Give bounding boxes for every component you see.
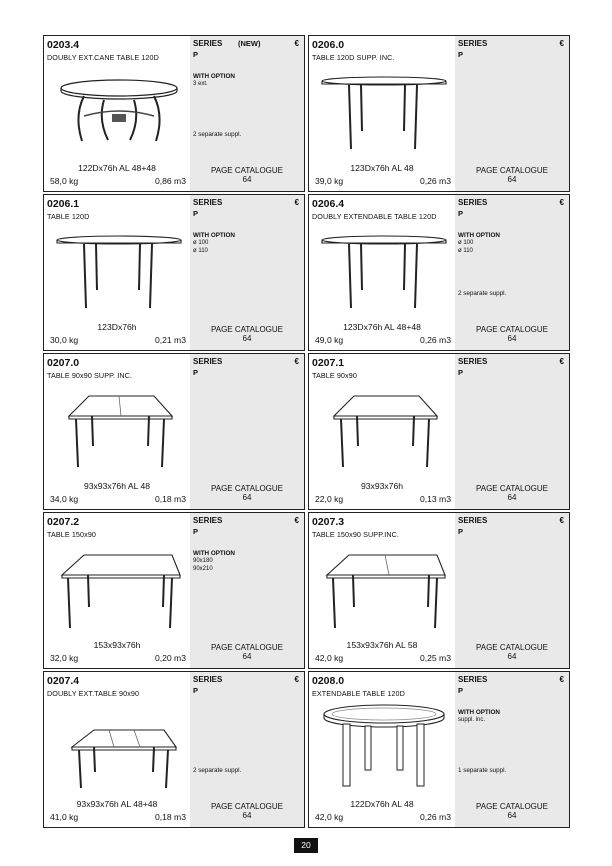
euro-icon: €: [294, 675, 299, 684]
product-code: 0207.4: [47, 675, 80, 687]
euro-icon: €: [559, 198, 564, 207]
product-details: [190, 672, 304, 827]
page-catalogue: [190, 802, 304, 820]
series-value: P: [193, 50, 199, 59]
product-weight: 41,0 kg: [50, 812, 79, 822]
series-value: P: [458, 368, 464, 377]
page-catalogue: [455, 802, 569, 820]
option-value: ø 110: [458, 248, 473, 254]
square-table-icon: [54, 702, 184, 797]
euro-icon: €: [294, 516, 299, 525]
product-volume: 0,26 m3: [419, 176, 451, 186]
series-value: P: [193, 368, 199, 377]
page-catalogue: [455, 643, 569, 661]
page-catalogue-number: 64: [242, 652, 252, 661]
product-details: [455, 195, 569, 350]
series-value: P: [458, 686, 464, 695]
product-code: 0207.1: [312, 357, 345, 369]
round-table-icon: [54, 225, 184, 320]
page-catalogue: [455, 484, 569, 502]
page-catalogue: [190, 325, 304, 343]
product-dimensions: 123Dx76h: [97, 322, 137, 332]
page-catalogue-label: PAGE CATALOGUE: [475, 643, 548, 652]
option-title: WITH OPTION: [193, 232, 235, 239]
series-label: SERIES: [458, 516, 488, 525]
series-value: P: [458, 50, 464, 59]
option-title: WITH OPTION: [458, 232, 500, 239]
product-weight: 39,0 kg: [315, 176, 344, 186]
product-volume: 0,26 m3: [419, 335, 451, 345]
product-card: [43, 671, 305, 828]
series-label: SERIES: [193, 198, 223, 207]
product-card: [43, 353, 305, 510]
product-weight: 42,0 kg: [315, 812, 344, 822]
product-details: [190, 513, 304, 668]
product-code: 0206.0: [312, 39, 345, 51]
product-name: DOUBLY EXTENDABLE TABLE 120D: [312, 212, 437, 221]
page-catalogue-label: PAGE CATALOGUE: [210, 325, 283, 334]
product-code: 0203.4: [47, 39, 80, 51]
product-weight: 22,0 kg: [315, 494, 344, 504]
series-label: SERIES: [458, 675, 488, 684]
product-volume: 0,18 m3: [154, 812, 186, 822]
option-title: WITH OPTION: [458, 709, 500, 716]
product-code: 0207.3: [312, 516, 345, 528]
product-dimensions: 93x93x76h AL 48: [83, 481, 151, 491]
series-label: SERIES: [458, 357, 488, 366]
product-code: 0206.4: [312, 198, 345, 210]
round-table-icon: [319, 66, 449, 161]
option-value: ø 110: [193, 248, 208, 254]
new-badge: (NEW): [238, 39, 261, 48]
series-value: P: [458, 209, 464, 218]
product-info: [309, 354, 455, 509]
square-table-icon: [319, 384, 449, 479]
euro-icon: €: [294, 357, 299, 366]
product-dimensions: 93x93x76h AL 48+48: [76, 799, 158, 809]
product-info: [44, 36, 190, 191]
product-info: [44, 513, 190, 668]
page-catalogue-number: 64: [507, 811, 517, 820]
product-name: TABLE 150x90 SUPP.INC.: [312, 530, 400, 539]
product-dimensions: 122Dx76h AL 48: [350, 799, 414, 809]
product-info: [44, 354, 190, 509]
round-table-icon: [319, 225, 449, 320]
product-weight: 58,0 kg: [50, 176, 79, 186]
option-value: 90x180: [193, 558, 213, 564]
product-card: [308, 194, 570, 351]
product-details: [190, 195, 304, 350]
euro-icon: €: [294, 39, 299, 48]
product-weight: 42,0 kg: [315, 653, 344, 663]
product-volume: 0,26 m3: [419, 812, 451, 822]
product-dimensions: 122Dx76h AL 48+48: [78, 163, 156, 173]
product-name: DOUBLY EXT.CANE TABLE 120D: [47, 53, 159, 62]
product-weight: 32,0 kg: [50, 653, 79, 663]
page-catalogue-number: 64: [242, 334, 252, 343]
product-code: 0207.0: [47, 357, 80, 369]
page-catalogue-label: PAGE CATALOGUE: [210, 484, 283, 493]
product-info: [309, 672, 455, 827]
product-card: [308, 671, 570, 828]
page-catalogue: [455, 166, 569, 184]
product-code: 0206.1: [47, 198, 80, 210]
product-volume: 0,86 m3: [154, 176, 186, 186]
product-volume: 0,18 m3: [154, 494, 186, 504]
option-value: ø 100: [193, 240, 209, 246]
product-weight: 49,0 kg: [315, 335, 344, 345]
page-catalogue: [190, 166, 304, 184]
product-info: [309, 195, 455, 350]
suppl-note: 2 separate suppl.: [193, 131, 242, 138]
page-catalogue: [455, 325, 569, 343]
option-title: WITH OPTION: [193, 550, 235, 557]
series-value: P: [193, 527, 199, 536]
page-catalogue-number: 64: [242, 175, 252, 184]
page-catalogue-label: PAGE CATALOGUE: [475, 484, 548, 493]
product-info: [44, 672, 190, 827]
oval-table-icon: [319, 702, 449, 797]
series-label: SERIES: [193, 516, 223, 525]
product-weight: 30,0 kg: [50, 335, 79, 345]
page-catalogue-label: PAGE CATALOGUE: [475, 325, 548, 334]
page-catalogue-label: PAGE CATALOGUE: [210, 802, 283, 811]
page-catalogue-label: PAGE CATALOGUE: [475, 802, 548, 811]
product-info: [44, 195, 190, 350]
product-code: 0208.0: [312, 675, 345, 687]
product-code: 0207.2: [47, 516, 80, 528]
product-details: [455, 354, 569, 509]
page-catalogue-number: 64: [507, 334, 517, 343]
series-value: P: [193, 209, 199, 218]
series-label: SERIES: [458, 198, 488, 207]
product-volume: 0,25 m3: [419, 653, 451, 663]
product-weight: 34,0 kg: [50, 494, 79, 504]
series-label: SERIES: [193, 39, 223, 48]
product-card: [308, 353, 570, 510]
product-card: [308, 35, 570, 192]
product-info: [309, 513, 455, 668]
product-dimensions: 153x93x76h AL 58: [346, 640, 418, 650]
product-name: TABLE 150x90: [47, 530, 97, 539]
product-volume: 0,13 m3: [419, 494, 451, 504]
product-name: DOUBLY EXT.TABLE 90x90: [47, 689, 140, 698]
product-name: TABLE 120D SUPP. INC.: [312, 53, 395, 62]
option-value: 3 ext.: [193, 81, 208, 87]
euro-icon: €: [559, 357, 564, 366]
product-card: [43, 35, 305, 192]
series-label: SERIES: [193, 357, 223, 366]
page-catalogue-label: PAGE CATALOGUE: [210, 643, 283, 652]
page-catalogue-label: PAGE CATALOGUE: [475, 166, 548, 175]
product-card: [308, 512, 570, 669]
square-table-icon: [54, 384, 184, 479]
product-volume: 0,20 m3: [154, 653, 186, 663]
product-name: TABLE 90x90 SUPP. INC.: [47, 371, 133, 380]
cane-table-icon: [54, 66, 184, 161]
rect-table-icon: [54, 543, 184, 638]
series-label: SERIES: [193, 675, 223, 684]
product-card: [43, 194, 305, 351]
euro-icon: €: [559, 39, 564, 48]
option-title: WITH OPTION: [193, 73, 235, 80]
product-name: EXTENDABLE TABLE 120D: [312, 689, 405, 698]
euro-icon: €: [559, 516, 564, 525]
page-catalogue-number: 64: [242, 493, 252, 502]
suppl-note: 2 separate suppl.: [193, 767, 242, 774]
product-volume: 0,21 m3: [154, 335, 186, 345]
option-value: ø 100: [458, 240, 474, 246]
product-card: [43, 512, 305, 669]
page-catalogue: [190, 484, 304, 502]
page-catalogue-number: 64: [507, 175, 517, 184]
product-dimensions: 93x93x76h: [360, 481, 404, 491]
product-dimensions: 153x93x76h: [93, 640, 141, 650]
product-details: [190, 36, 304, 191]
page-catalogue-number: 64: [507, 652, 517, 661]
option-value: suppl. inc.: [458, 717, 486, 723]
product-name: TABLE 90x90: [312, 371, 357, 380]
page-catalogue: [190, 643, 304, 661]
product-details: [455, 513, 569, 668]
option-value: 90x210: [193, 566, 213, 572]
page-catalogue-number: 64: [242, 811, 252, 820]
product-info: [309, 36, 455, 191]
suppl-note: 2 separate suppl.: [458, 290, 507, 297]
product-details: [455, 672, 569, 827]
product-details: [190, 354, 304, 509]
suppl-note: 1 separate suppl.: [458, 767, 507, 774]
rect-table-icon: [319, 543, 449, 638]
product-dimensions: 123Dx76h AL 48+48: [343, 322, 421, 332]
euro-icon: €: [294, 198, 299, 207]
product-dimensions: 123Dx76h AL 48: [350, 163, 414, 173]
page-catalogue-number: 64: [507, 493, 517, 502]
product-details: [455, 36, 569, 191]
series-value: P: [458, 527, 464, 536]
page-catalogue-label: PAGE CATALOGUE: [210, 166, 283, 175]
series-value: P: [193, 686, 199, 695]
page-number: 20: [294, 838, 318, 853]
product-name: TABLE 120D: [47, 212, 90, 221]
series-label: SERIES: [458, 39, 488, 48]
euro-icon: €: [559, 675, 564, 684]
